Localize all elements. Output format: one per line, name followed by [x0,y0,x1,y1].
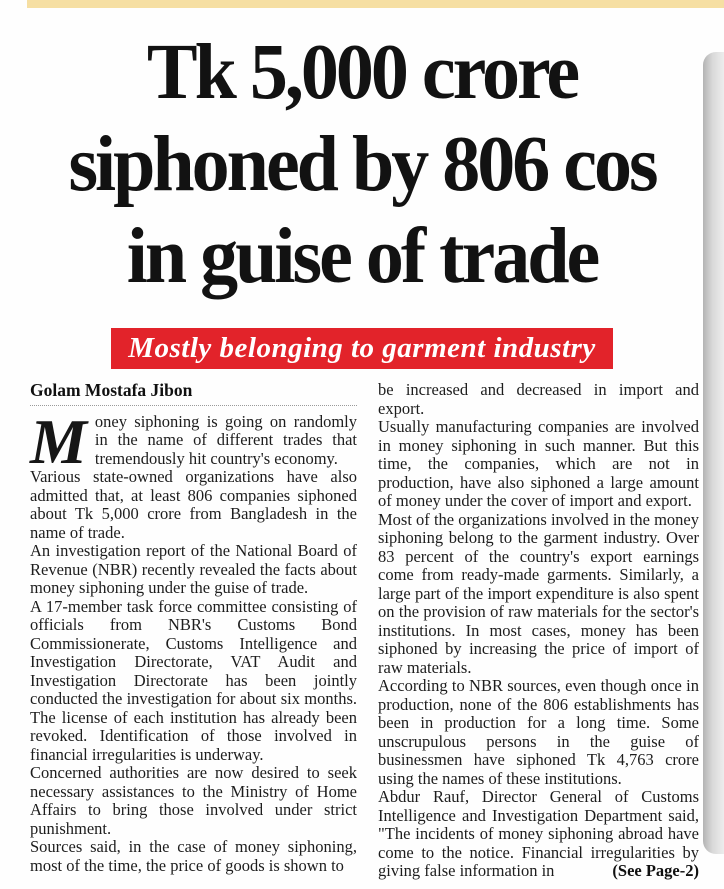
headline-line-3: in guise of trade [126,212,598,300]
lead-paragraph [30,405,357,477]
subheadline-banner: Mostly belonging to garment industry [111,328,613,369]
drop-cap: M [30,405,87,477]
article-paragraph: An investigation report of the National Board of Revenue (NBR) recently revealed the facts about money siphoning under the guise of trade. [30,541,357,597]
left-column [30,381,357,881]
continuation-note: (See Page-2) [612,861,699,880]
article-paragraph: According to NBR sources, even though once in production, none of the 806 establishments has been in production for a long time. Some unscrupulous persons in the guise of businessmen have siphoned Tk 4,763 crore using the names of these institutions. [378,676,699,788]
headline-line-1: Tk 5,000 crore [146,28,578,116]
article-paragraph: Abdur Rauf, Director General of Customs Intelligence and Investigation Department said, "The incidents of money siphoning abroad have come to the notice. Financial irregularities by giving false information in [378,787,699,880]
article-paragraph: A 17-member task force committee consisting of officials from NBR's Customs Bond Commissionerate, Customs Intelligence and Investigation Directorate, VAT Audit and Investigation Directorate has been jointly conducted the investigation for about six months. The license of each institution has already been revoked. Identification of those involved in financial irregularities is underway. [30,596,357,764]
top-highlight-strip [27,0,724,8]
subheadline-row [0,328,724,369]
headline [0,26,724,302]
headline-line-2: siphoned by 806 cos [68,120,656,208]
article-paragraph: Most of the organizations involved in the money siphoning belong to the garment industry. Over 83 percent of the country's export earnings come from ready-made garments. Similarly, a large part of the import expenditure is also spent on the provision of raw materials for the sector's institutions. In most cases, money has been siphoned by increasing the price of import of raw materials. [378,509,699,677]
article-body [0,381,724,881]
lead-paragraph-text: oney siphoning is going on randomly in the name of different trades that tremendously hit country's economy. [94,411,357,468]
article-paragraph: Concerned authorities are now desired to seek necessary assistances to the Ministry of Home Affairs to bring those involved under strict punishment. [30,763,357,838]
byline: Golam Mostafa Jibon [30,381,357,406]
article-paragraph: Usually manufacturing companies are involved in money siphoning in such manner. But this time, the companies, which are not in production, have also siphoned a large amount of money under the cover of import and export. [378,417,699,510]
article-paragraph: Sources said, in the case of money siphoning, most of the time, the price of goods is shown to [30,837,357,875]
article-paragraph: Various state-owned organizations have also admitted that, at least 806 companies siphoned about Tk 5,000 crore from Bangladesh in the name of trade. [30,467,357,542]
article-paragraph: be increased and decreased in import and export. [378,380,699,418]
right-column [378,381,699,881]
